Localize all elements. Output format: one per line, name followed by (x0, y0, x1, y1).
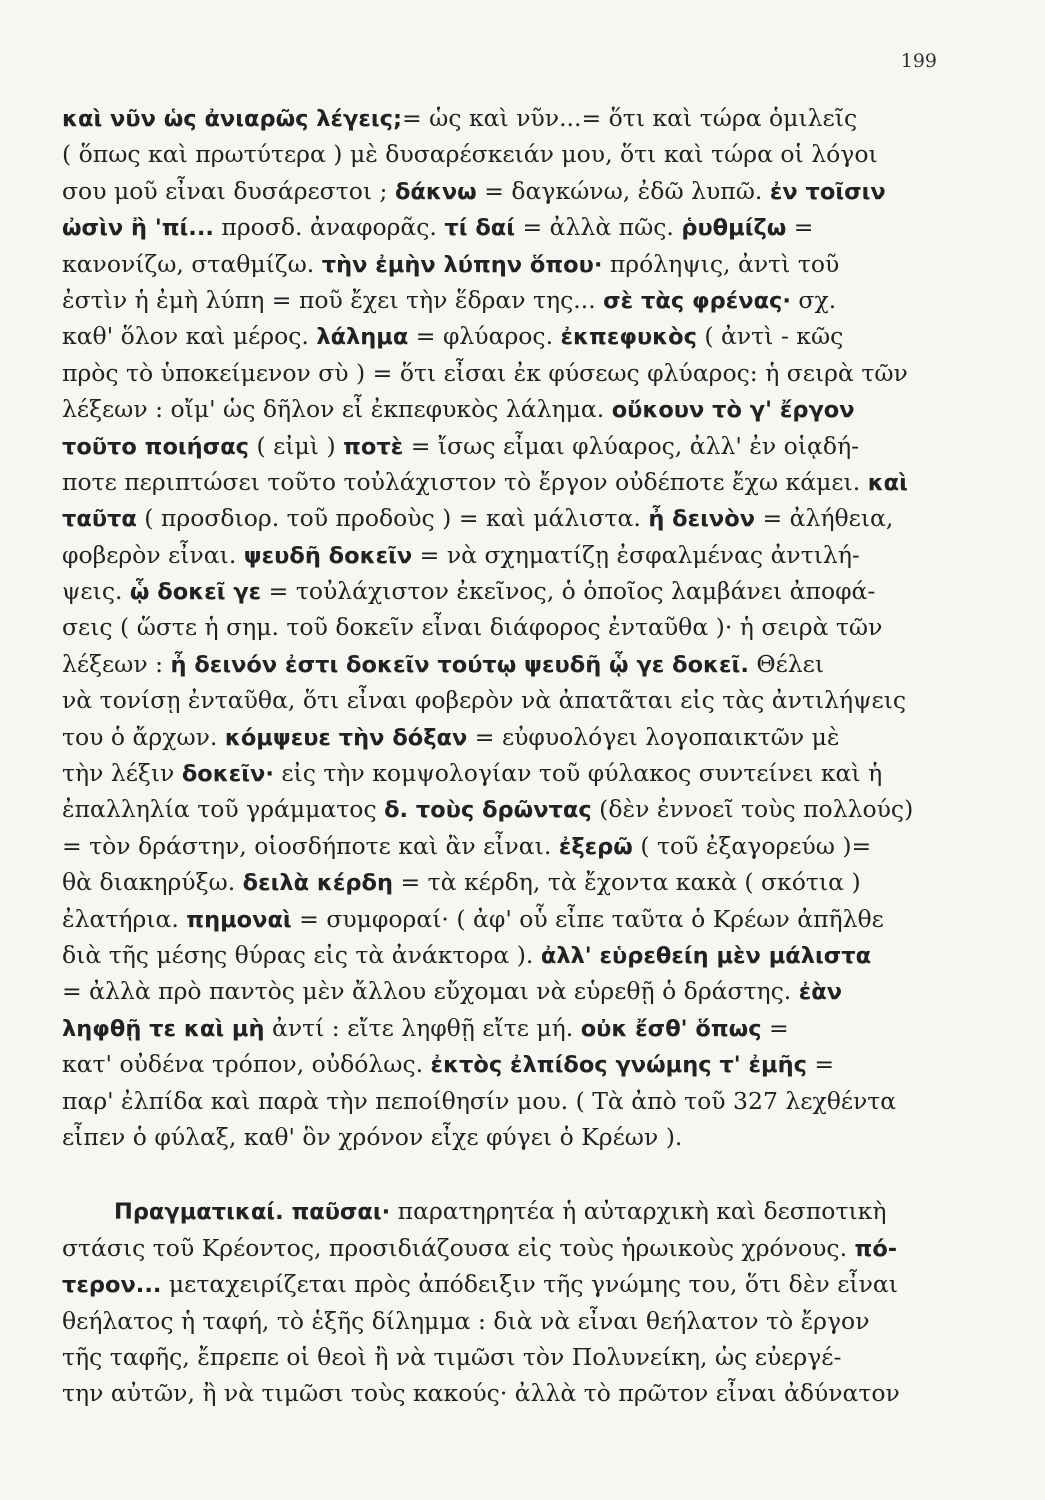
bold-lemma: πό- (854, 1235, 898, 1262)
text-line (62, 1119, 952, 1155)
bold-lemma: ῥυθμίζω (681, 215, 787, 242)
bold-lemma: τοῦτο ποιήσας (62, 433, 250, 460)
text-line (62, 791, 952, 827)
bold-lemma: ληφθῇ τε καὶ μὴ (62, 1015, 265, 1042)
text-line (62, 173, 952, 209)
text-span: λέξεων : οἴμ' ὡς δῆλον εἶ ἐκπεφυκὸς λάλημα. (62, 395, 612, 424)
paragraph-notes (62, 100, 952, 1155)
text-line (62, 937, 952, 973)
text-line (62, 246, 952, 282)
text-span: νὰ τονίσῃ ἐνταῦθα, ὅτι εἶναι φοβερὸν νὰ ἀπατᾶται εἰς τὰς ἀντιλήψεις (62, 686, 907, 715)
text-line (62, 464, 952, 500)
bold-lemma: κόμψευε τὴν δόξαν (224, 724, 468, 751)
bold-lemma: τερον... (62, 1272, 162, 1299)
text-line (62, 864, 952, 900)
text-span: ( ἀντὶ - κῶς (696, 322, 844, 351)
text-line (62, 100, 952, 136)
text-line (62, 209, 952, 245)
text-span: = τὰ κέρδη, τὰ ἔχοντα κακὰ ( σκότια ) (393, 868, 861, 897)
bold-lemma: οὐκ ἔσθ' ὅπως (580, 1015, 762, 1042)
text-line (62, 500, 952, 536)
text-span: τῆς ταφῆς, ἔπρεπε οἱ θεοὶ ἢ νὰ τιμῶσι τὸν Πολυνείκη, ὡς εὐεργέ- (62, 1342, 842, 1371)
text-span: = ἀλλὰ πῶς. (515, 213, 682, 242)
text-span: = ἀλλὰ πρὸ παντὸς μὲν ἄλλου εὔχομαι νὰ εὑρεθῇ ὁ δράστης. (62, 977, 799, 1006)
text-span: = εὐφυολόγει λογοπαικτῶν μὲ (467, 722, 840, 751)
text-line (62, 282, 952, 318)
text-span: μεταχειρίζεται πρὸς ἀπόδειξιν τῆς γνώμης του, ὅτι δὲν εἶναι (161, 1270, 898, 1299)
text-line (62, 755, 952, 791)
text-line (62, 1303, 952, 1339)
bold-lemma: τὴν ἐμὴν λύπην ὅπου· (321, 251, 603, 278)
commentary-text (62, 100, 952, 1412)
text-line (62, 901, 952, 937)
bold-lemma: ποτὲ (343, 433, 404, 460)
text-span: πρὸς τὸ ὑποκείμενον σὺ ) = ὅτι εἶσαι ἐκ φύσεως φλύαρος: ἡ σειρὰ τῶν (62, 358, 908, 387)
bold-lemma: ὠσὶν ἢ 'πί... (62, 215, 214, 242)
text-span: = ὡς καὶ νῦν...= ὅτι καὶ τώρα ὁμιλεῖς (402, 104, 858, 132)
bold-lemma: τί δαί (444, 215, 516, 242)
text-line (62, 391, 952, 427)
text-line (62, 1010, 952, 1046)
text-span: = (806, 1050, 835, 1079)
text-span: πρόληψις, ἀντὶ τοῦ (602, 249, 840, 278)
text-span: ( ὅπως καὶ πρωτύτερα ) μὲ δυσαρέσκειάν μου, ὅτι καὶ τώρα οἱ λόγοι (62, 140, 878, 169)
text-span: ἐστὶν ἡ ἐμὴ λύπη = ποῦ ἔχει τὴν ἕδραν της... (62, 285, 604, 314)
bold-lemma: ἐν τοῖσιν (769, 178, 886, 205)
text-span: = (786, 213, 814, 242)
bold-lemma: οὔκουν τὸ γ' ἔργον (611, 397, 855, 424)
bold-lemma: καὶ νῦν ὡς ἀνιαρῶς λέγεις; (62, 106, 403, 132)
text-line (62, 537, 952, 573)
bold-lemma: ἐκπεφυκὸς (560, 324, 697, 351)
text-span: = συμφοραί· ( ἀφ' οὗ εἶπε ταῦτα ὁ Κρέων ἀπῆλθε (291, 904, 884, 933)
text-line (62, 1193, 952, 1229)
text-span: Θέλει (748, 649, 825, 678)
text-span: εἶπεν ὁ φύλαξ, καθ' ὃν χρόνον εἶχε φύγει ὁ Κρέων ). (62, 1122, 683, 1151)
text-line (62, 1230, 952, 1266)
text-line (62, 682, 952, 718)
bold-lemma: ἦ δεινόν ἐστι δοκεῖν τούτῳ ψευδῆ ᾧ γε δοκεῖ. (170, 651, 749, 678)
bold-lemma: πημοναὶ (186, 906, 292, 933)
text-span: = (761, 1013, 789, 1042)
text-span: παρατηρητέα ἡ αὐταρχικὴ καὶ δεσποτικὴ (390, 1197, 887, 1226)
text-span: = τὸν δράστην, οἱοσδήποτε καὶ ἂν εἶναι. (62, 831, 559, 860)
text-span: σχ. (790, 285, 837, 314)
text-span: = φλύαρος. (408, 322, 561, 351)
text-line (62, 609, 952, 645)
text-span: ( εἰμὶ ) (249, 431, 344, 460)
text-span: ἐπαλληλία τοῦ γράμματος (62, 795, 385, 824)
text-line (62, 973, 952, 1009)
text-line (62, 136, 952, 172)
text-span: λέξεων : (62, 649, 171, 678)
bold-lemma: ἐκτὸς ἐλπίδος γνώμης τ' ἐμῆς (430, 1052, 807, 1079)
text-span: = νὰ σχηματίζῃ ἐσφαλμένας ἀντιλή- (412, 540, 860, 569)
text-span: (δὲν ἐννοεῖ τοὺς πολλούς) (591, 795, 914, 824)
text-line (62, 1046, 952, 1082)
bold-lemma: ᾧ δοκεῖ γε (129, 579, 262, 606)
text-line (62, 1339, 952, 1375)
text-line (62, 573, 952, 609)
text-span: θεήλατος ἡ ταφή, τὸ ἑξῆς δίλημμα : διὰ νὰ εἶναι θεήλατον τὸ ἔργον (62, 1306, 870, 1335)
text-span: ποτε περιπτώσει τοῦτο τοὐλάχιστον τὸ ἔργον οὐδέποτε ἔχω κάμει. (62, 467, 868, 496)
text-span: παρ' ἐλπίδα καὶ παρὰ τὴν πεποίθησίν μου. ( Τὰ ἀπὸ τοῦ 327 λεχθέντα (62, 1086, 897, 1115)
text-line (62, 355, 952, 391)
text-span: την αὐτῶν, ἢ νὰ τιμῶσι τοὺς κακούς· ἀλλὰ τὸ πρῶτον εἶναι ἀδύνατον (62, 1379, 900, 1408)
bold-lemma: ταῦτα (62, 506, 137, 533)
text-span: του ὁ ἄρχων. (62, 722, 225, 751)
bold-lemma: δ. τοὺς δρῶντας (384, 797, 592, 824)
text-line (62, 646, 952, 682)
text-line (62, 428, 952, 464)
text-span: διὰ τῆς μέσης θύρας εἰς τὰ ἀνάκτορα ). (62, 940, 541, 969)
bold-lemma: δάκνω (394, 178, 477, 205)
bold-lemma: ἀλλ' εὑρεθείη μὲν μάλιστα (540, 942, 872, 969)
text-span: κανονίζω, σταθμίζω. (62, 249, 322, 278)
text-line (62, 828, 952, 864)
text-span: καθ' ὅλον καὶ μέρος. (62, 322, 317, 351)
bold-lemma: ψευδῆ δοκεῖν (243, 542, 413, 569)
text-line (62, 719, 952, 755)
bold-lemma: καὶ (867, 469, 908, 496)
text-span: = ἴσως εἶμαι φλύαρος, ἀλλ' ἐν οἱᾳδή- (403, 431, 860, 460)
text-span: ἀντί : εἴτε ληφθῇ εἴτε μή. (264, 1013, 581, 1042)
text-span: ( προσδιορ. τοῦ προδοὺς ) = καὶ μάλιστα. (136, 504, 649, 533)
text-span: φοβερὸν εἶναι. (62, 540, 244, 569)
bold-lemma: δοκεῖν· (181, 761, 274, 788)
text-span: θὰ διακηρύξω. (62, 868, 243, 897)
bold-lemma: ἐξερῶ (558, 833, 633, 860)
text-span: ψεις. (62, 577, 130, 606)
text-span: τὴν λέξιν (62, 759, 182, 788)
text-span: εἰς τὴν κομψολογίαν τοῦ φύλακος συντείνει καὶ ἡ (273, 759, 883, 788)
text-span: ( τοῦ ἐξαγορεύω )= (632, 831, 872, 860)
text-span: ἐλατήρια. (62, 904, 187, 933)
text-span: = δαγκώνω, ἐδῶ λυπῶ. (476, 176, 770, 205)
text-line (62, 1375, 952, 1411)
page-number: 199 (900, 50, 937, 72)
bold-lemma: ἐὰν (798, 979, 843, 1006)
text-span: προσδ. ἀναφορᾶς. (213, 213, 445, 242)
paragraph-pragmatikai (62, 1193, 952, 1411)
text-span: = ἀλήθεια, (755, 504, 894, 533)
bold-lemma: σὲ τὰς φρένας· (603, 287, 791, 314)
bold-lemma: δειλὰ κέρδη (242, 870, 394, 897)
bold-lemma: λάλημα (316, 324, 409, 351)
text-span: κατ' οὐδένα τρόπον, οὐδόλως. (62, 1050, 431, 1079)
text-line (62, 1266, 952, 1302)
bold-lemma: Πραγματικαί. παῦσαι· (114, 1199, 391, 1226)
text-span: σου μοῦ εἶναι δυσάρεστοι ; (62, 176, 395, 205)
text-span: = τοὐλάχιστον ἐκεῖνος, ὁ ὁποῖος λαμβάνει ἀποφά- (261, 577, 876, 606)
bold-lemma: ἦ δεινὸν (648, 506, 756, 533)
text-span: στάσις τοῦ Κρέοντος, προσιδιάζουσα εἰς τοὺς ἡρωικοὺς χρόνους. (62, 1233, 855, 1262)
text-line (62, 318, 952, 354)
text-line (62, 1083, 952, 1119)
text-span: σεις ( ὥστε ἡ σημ. τοῦ δοκεῖν εἶναι διάφορος ἐνταῦθα )· ἡ σειρὰ τῶν (62, 613, 883, 642)
